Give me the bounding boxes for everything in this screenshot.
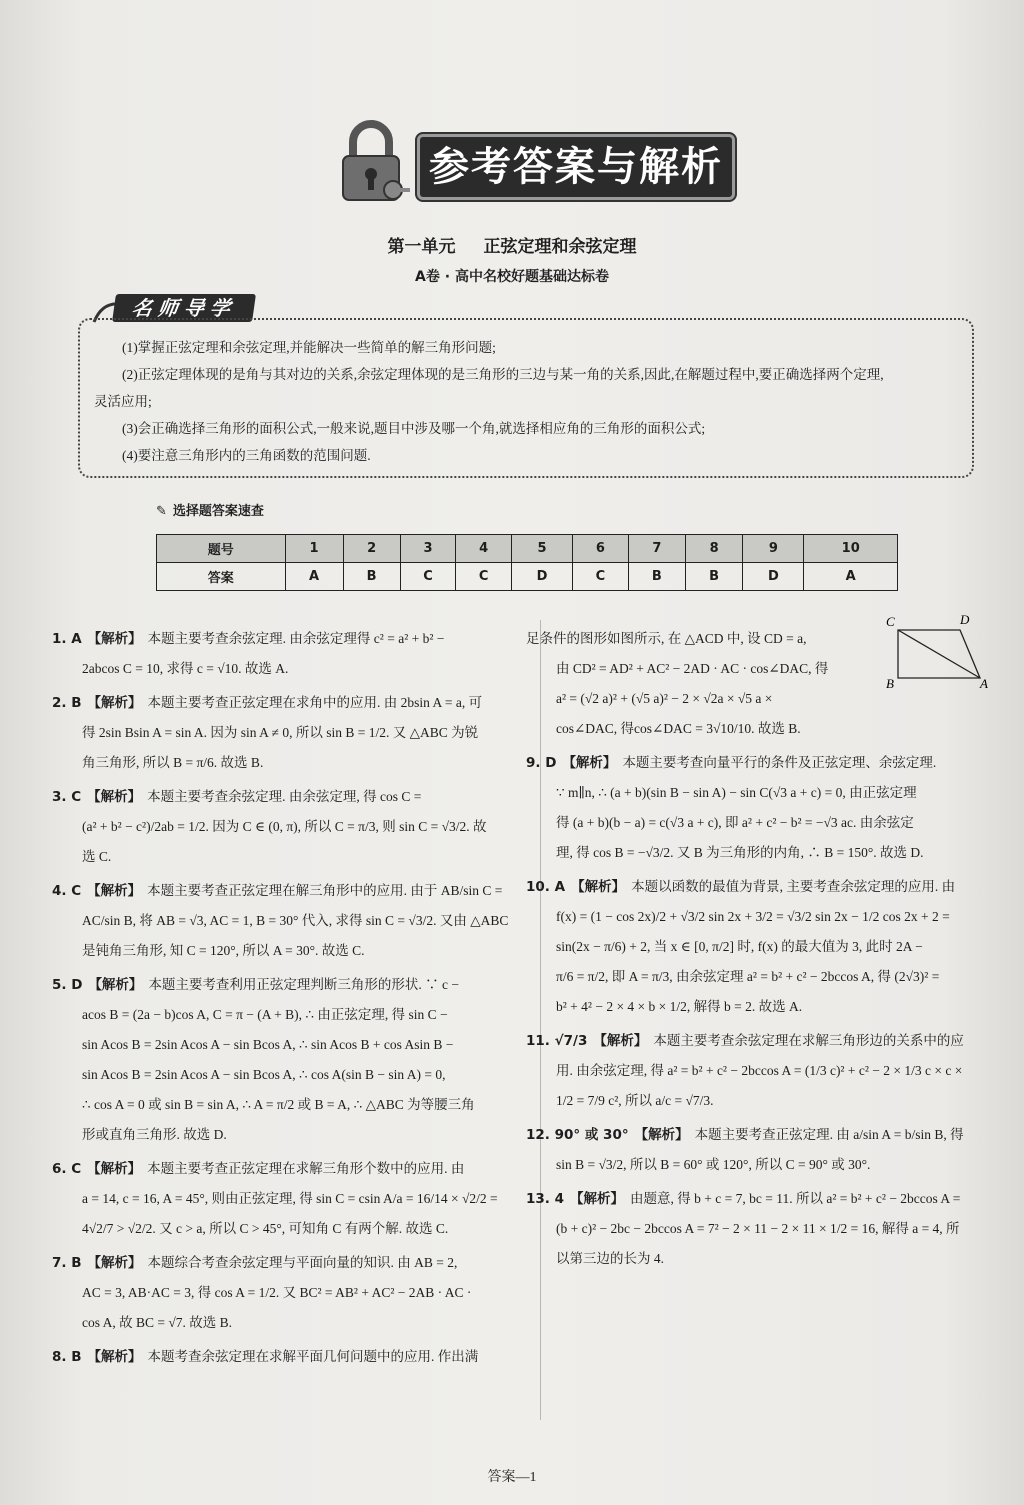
table-cell: 7: [628, 535, 685, 563]
answer-line: 4√2/7 > √2/2. 又 c > a, 所以 C > 45°, 可知角 C 有两个解. 故选 C.: [82, 1221, 449, 1236]
answer-line: sin B = √3/2, 所以 B = 60° 或 120°, 所以 C = 90° 或 30°.: [556, 1157, 871, 1172]
answer-line: 足条件的图形如图所示, 在 △ACD 中, 设 CD = a,: [526, 631, 807, 646]
table-cell: A: [804, 563, 898, 591]
analysis-tag: 【解析】: [87, 1255, 142, 1271]
analysis-tag: 【解析】: [87, 789, 142, 805]
answer-line: (b + c)² − 2bc − 2bccos A = 7² − 2 × 11 − 2 × 11 × 1/2 = 16, 解得 a = 4, 所: [556, 1221, 960, 1236]
guide-item: (2)正弦定理体现的是角与其对边的关系,余弦定理体现的是三角形的三边与某一角的关系,因此,在解题过程中,要正确选择两个定理,: [122, 367, 884, 382]
figure-label: B: [886, 676, 894, 690]
unit-name: 正弦定理和余弦定理: [483, 237, 637, 257]
answer-number: 10. A: [526, 879, 566, 895]
answer-item: [52, 1248, 517, 1338]
table-cell: B: [686, 563, 743, 591]
answer-line: a = 14, c = 16, A = 45°, 则由正弦定理, 得 sin C = csin A/a = 16/14 × √2/2 =: [82, 1191, 498, 1206]
answer-line: 用. 由余弦定理, 得 a² = b² + c² − 2bccos A = (1/3 c)² + c² − 2 × 1/3 c × c ×: [556, 1063, 963, 1078]
answer-number: 5. D: [52, 977, 83, 993]
table-cell: A: [285, 563, 343, 591]
answer-number: 13. 4: [526, 1191, 565, 1207]
answer-line: acos B = (2a − b)cos A, C = π − (A + B), ∴ 由正弦定理, 得 sin C −: [82, 1007, 448, 1022]
answer-line: (a² + b² − c²)/2ab = 1/2. 因为 C ∈ (0, π), 所以 C = π/3, 则 sin C = √3/2. 故: [82, 819, 487, 834]
table-cell: D: [743, 563, 804, 591]
header-banner: [335, 118, 735, 208]
answer-item: [526, 1026, 988, 1116]
analysis-tag: 【解析】: [87, 1349, 142, 1365]
page-footer: 答案—1: [487, 1470, 537, 1485]
analysis-tag: 【解析】: [87, 695, 142, 711]
answer-line: sin(2x − π/6) + 2, 当 x ∈ [0, π/2] 时, f(x) 的最大值为 3, 此时 2A −: [556, 939, 923, 954]
answer-line: ∵ m∥n, ∴ (a + b)(sin B − sin A) − sin C(√3 a + c) = 0, 由正弦定理: [556, 785, 917, 800]
answer-line: 得 (a + b)(b − a) = c(√3 a + c), 即 a² + c² − b² = −√3 ac. 由余弦定: [556, 815, 914, 830]
answer-line: sin Acos B = 2sin Acos A − sin Bcos A, ∴ cos A(sin B − sin A) = 0,: [82, 1067, 446, 1082]
table-cell: 1: [285, 535, 343, 563]
volume-title: A卷 · 高中名校好题基础达标卷: [415, 269, 609, 285]
table-cell: 3: [400, 535, 456, 563]
answer-number: 4. C: [52, 883, 82, 899]
guide-item: 灵活应用;: [94, 394, 152, 409]
answer-line: f(x) = (1 − cos 2x)/2 + √3/2 sin 2x + 3/2 = √3/2 sin 2x − 1/2 cos 2x + 2 =: [556, 909, 950, 924]
answer-number: 12. 90° 或 30°: [526, 1127, 629, 1143]
answer-line: 选 C.: [82, 849, 112, 864]
answer-line: a² = (√2 a)² + (√5 a)² − 2 × √2a × √5 a ×: [556, 691, 773, 706]
answer-line: 本题考查余弦定理在求解平面几何问题中的应用. 作出满: [147, 1349, 479, 1364]
analysis-tag: 【解析】: [87, 1161, 142, 1177]
answer-line: sin Acos B = 2sin Acos A − sin Bcos A, ∴ sin Acos B + cos Asin B −: [82, 1037, 454, 1052]
pencil-icon: ✎: [156, 504, 167, 519]
guide-box: [78, 318, 974, 478]
answer-item: [526, 1184, 988, 1274]
answer-line: 角三角形, 所以 B = π/6. 故选 B.: [82, 755, 264, 770]
answer-line: 是钝角三角形, 知 C = 120°, 所以 A = 30°. 故选 C.: [82, 943, 365, 958]
answer-line: 1/2 = 7/9 c², 所以 a/c = √7/3.: [556, 1093, 714, 1108]
answer-number: 3. C: [52, 789, 82, 805]
unit-label: 第一单元: [387, 237, 456, 257]
table-row: [157, 535, 898, 563]
answer-number: 2. B: [52, 695, 82, 711]
answer-number: 7. B: [52, 1255, 82, 1271]
answer-item: [52, 688, 517, 778]
answer-line: 2abcos C = 10, 求得 c = √10. 故选 A.: [82, 661, 289, 676]
answer-line: 以第三边的长为 4.: [556, 1251, 664, 1266]
answer-line: 由 CD² = AD² + AC² − 2AD · AC · cos∠DAC, 得: [556, 661, 829, 676]
figure-label: A: [980, 676, 988, 690]
analysis-tag: 【解析】: [571, 879, 626, 895]
answer-line: 本题以函数的最值为背景, 主要考查余弦定理的应用. 由: [631, 879, 956, 894]
lock-key-icon: [335, 118, 410, 206]
analysis-tag: 【解析】: [88, 977, 143, 993]
row-label: 答案: [157, 563, 286, 591]
guide-item: (3)会正确选择三角形的面积公式,一般来说,题目中涉及哪一个角,就选择相应角的三角形的面积公式;: [122, 421, 706, 436]
answer-item: [52, 782, 517, 872]
analysis-tag: 【解析】: [593, 1033, 648, 1049]
table-cell: 5: [511, 535, 572, 563]
answer-number: 11. √7/3: [526, 1033, 588, 1049]
analysis-tag: 【解析】: [634, 1127, 689, 1143]
answer-item: [52, 1154, 517, 1244]
answer-line: 本题主要考查利用正弦定理判断三角形的形状. ∵ c −: [148, 977, 460, 992]
answer-line: 本题主要考查余弦定理在求解三角形边的关系中的应: [653, 1033, 964, 1048]
answer-line: 本题主要考查正弦定理. 由 a/sin A = b/sin B, 得: [694, 1127, 964, 1142]
answer-line: 由题意, 得 b + c = 7, bc = 11. 所以 a² = b² + c² − 2bccos A =: [630, 1191, 961, 1206]
answer-number: 6. C: [52, 1161, 82, 1177]
answer-line: 本题主要考查正弦定理在求解三角形个数中的应用. 由: [147, 1161, 465, 1176]
answer-item: [52, 876, 517, 966]
figure-label: D: [960, 612, 970, 627]
answer-item: [52, 970, 517, 1150]
table-cell: 2: [343, 535, 400, 563]
banner-title: 参考答案与解析: [417, 134, 735, 200]
answer-line: cos A, 故 BC = √7. 故选 B.: [82, 1315, 233, 1330]
figure-label: C: [886, 614, 895, 629]
row-label: 题号: [157, 535, 286, 563]
answer-line: ∴ cos A = 0 或 sin B = sin A, ∴ A = π/2 或 B = A, ∴ △ABC 为等腰三角: [82, 1097, 475, 1112]
table-cell: B: [628, 563, 685, 591]
guide-item: (1)掌握正弦定理和余弦定理,并能解决一些简单的解三角形问题;: [122, 340, 496, 355]
analysis-tag: 【解析】: [570, 1191, 625, 1207]
table-cell: D: [511, 563, 572, 591]
table-cell: B: [343, 563, 400, 591]
answer-number: 9. D: [526, 755, 557, 771]
table-cell: 8: [686, 535, 743, 563]
answer-line: 本题综合考查余弦定理与平面向量的知识. 由 AB = 2,: [147, 1255, 458, 1270]
analysis-tag: 【解析】: [562, 755, 617, 771]
answer-line: 得 2sin Bsin A = sin A. 因为 sin A ≠ 0, 所以 sin B = 1/2. 又 △ABC 为锐: [82, 725, 479, 740]
quick-answer-heading: ✎ 选择题答案速查: [156, 504, 264, 519]
table-cell: C: [573, 563, 629, 591]
answer-number: 8. B: [52, 1349, 82, 1365]
answer-line: 形或直角三角形. 故选 D.: [82, 1127, 227, 1142]
answer-line: 理, 得 cos B = −√3/2. 又 B 为三角形的内角, ∴ B = 150°. 故选 D.: [556, 845, 924, 860]
answer-line: π/6 = π/2, 即 A = π/3, 由余弦定理 a² = b² + c² − 2bccos A, 得 (2√3)² =: [556, 969, 940, 984]
table-cell: C: [400, 563, 456, 591]
answer-line: 本题主要考查向量平行的条件及正弦定理、余弦定理.: [622, 755, 937, 770]
quick-answer-table: [156, 534, 898, 591]
analysis-tag: 【解析】: [87, 883, 142, 899]
answer-line: 本题主要考查正弦定理在求角中的应用. 由 2bsin A = a, 可: [147, 695, 483, 710]
table-cell: 4: [456, 535, 512, 563]
table-cell: 6: [573, 535, 629, 563]
quadrilateral-figure: [880, 610, 990, 690]
left-column: [52, 624, 517, 1376]
answer-item: [52, 1342, 517, 1372]
guide-item: (4)要注意三角形内的三角函数的范围问题.: [122, 448, 371, 463]
analysis-tag: 【解析】: [87, 631, 142, 647]
answer-line: b² + 4² − 2 × 4 × b × 1/2, 解得 b = 2. 故选 A.: [556, 999, 803, 1014]
table-cell: 10: [804, 535, 898, 563]
answer-line: 本题主要考查正弦定理在解三角形中的应用. 由于 AB/sin C =: [147, 883, 503, 898]
answer-line: 本题主要考查余弦定理. 由余弦定理得 c² = a² + b² −: [147, 631, 445, 646]
answer-line: AC/sin B, 将 AB = √3, AC = 1, B = 30° 代入, 求得 sin C = √3/2. 又由 △ABC: [82, 913, 509, 928]
answer-line: AC = 3, AB·AC = 3, 得 cos A = 1/2. 又 BC² = AB² + AC² − 2AB · AC ·: [82, 1285, 472, 1300]
right-column: [526, 624, 988, 1278]
answer-item: [526, 1120, 988, 1180]
answer-number: 1. A: [52, 631, 82, 647]
answer-item: [526, 748, 988, 868]
guide-label-text: 名师导学: [112, 294, 256, 322]
answer-item: [52, 624, 517, 684]
unit-title: [0, 232, 1024, 257]
answer-line: cos∠DAC, 得cos∠DAC = 3√10/10. 故选 B.: [556, 721, 801, 736]
answer-item: [526, 872, 988, 1022]
answer-line: 本题主要考查余弦定理. 由余弦定理, 得 cos C =: [147, 789, 422, 804]
table-row: [157, 563, 898, 591]
table-cell: 9: [743, 535, 804, 563]
table-cell: C: [456, 563, 512, 591]
